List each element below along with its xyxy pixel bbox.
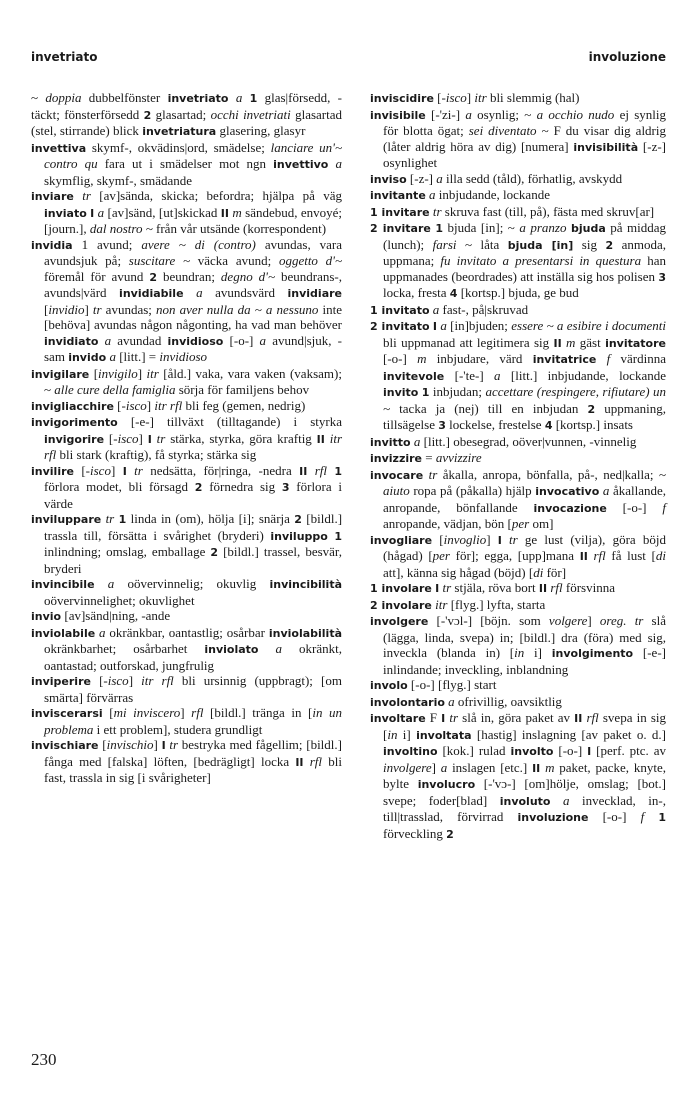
dictionary-entry: invogliare [invoglio] I tr ge lust (vilja), göra böjd (hågad) [per för]; egga, [upp]mana II rfl få lust [di att], känna sig hågad (böjd) [di för]: [370, 531, 666, 580]
dictionary-entry: inviperire [-isco] itr rfl bli ursinnig (uppbragt); [om smärta] förvärras: [31, 673, 342, 705]
dictionary-entry: invettiva skymf-, okvädins|ord, smädelse; lanciare un'~ contro qu fara ut i smädelser mot ngn invettivo a skymflig, skymf-, smädande: [31, 139, 342, 188]
dictionary-entry: invio [av]sänd|ning, -ande: [31, 608, 171, 623]
dictionary-entry: 1 invitato a fast-, på|skruvad: [370, 301, 529, 317]
dictionary-entry: involgere [-'vɔl-] [böjn. som volgere] oreg. tr slå (lägga, linda, svepa) in; [bildl.] dra (föra) med sig, inveckla (blanda in) [in i] involgimento [-e-] inlindande; inveckling, inblandning: [370, 613, 666, 677]
header-right-guide-word: involuzione: [588, 50, 666, 64]
dictionary-entry: invigilare [invigilo] itr [åld.] vaka, vara vaken (vaksam); ~ alle cure della famiglia sörja för familjens behov: [31, 365, 342, 397]
dictionary-entry: invidia 1 avund; avere ~ di (contro) avundas, vara avundsjuk på; suscitare ~ väcka avund; oggetto d'~ föremål för avund 2 beundran; degno d'~ beundrans-, avunds|värd invidiabile a avundsvärd invidiare [invidio] tr avundas; non aver nulla da ~ a nessuno inte [behöva] avundas någon någonting, ha vad man behöver invidiato a avundad invidioso [-o-] a avund|sjuk, -sam invido a [litt.] = invidioso: [31, 236, 343, 364]
dictionary-entry: involontario a ofrivillig, oavsiktlig: [370, 693, 562, 709]
dictionary-entry: 2 involare itr [flyg.] lyfta, starta: [370, 596, 546, 612]
dictionary-entry: 1 involare I tr stjäla, röva bort II rfl försvinna: [370, 580, 615, 595]
header-left-guide-word: invetriato: [31, 50, 98, 64]
dictionary-entry: invocare tr åkalla, anropa, bönfalla, på-, ned|kalla; ~ aiuto ropa på (påkalla) hjälp invocativo a åkallande, anropande, bönfallande invocazione [-o-] f anropande, vädjan, bön [per om]: [370, 466, 667, 531]
dictionary-entry: involtare F I tr slå in, göra paket av II rfl svepa in sig [in i] involtata [hastig] inslagning [av paket o. d.] involtino [kok.] rulad involto [-o-] I [perf. ptc. av involgere] a inslagen [etc.] II m paket, packe, knyte, bylte involucro [-'vɔ-] [om]hölje, omslag; [bot.] svepe; foder[blad] involuto a invecklad, in-, till|trasslad, förvirrad involuzione [-o-] f 1 förveckling 2: [370, 710, 666, 841]
dictionary-entry: invigliacchire [-isco] itr rfl bli feg (gemen, nedrig): [31, 397, 306, 413]
dictionary-entry: 2 invitare 1 bjuda [in]; ~ a pranzo bjuda på middag (lunch); farsi ~ låta bjuda [in] sig 2 anmoda, uppmana; fu invitato a presentarsi in questura han uppmanades (beordrades) att inställa sig hos polisen 3 locka, fresta 4 [kortsp.] bjuda, ge bud: [370, 220, 667, 300]
dictionary-entry: inviare tr [av]sända, skicka; befordra; hjälpa på väg inviato I a [av]sänd, [ut]skickad II m sändebud, envoyé; [journ.], dal nostro ~ från vår utsände (korrespondent): [31, 188, 343, 236]
dictionary-entry: 1 invitare tr skruva fast (till, på), fästa med skruv[ar]: [370, 203, 655, 219]
dictionary-entry: invigorimento [-e-] tillväxt (tilltagande) i styrka invigorire [-isco] I tr stärka, styrka, göra kraftig II itr rfl bli stark (kraftig), få styrka; stärka sig: [31, 414, 343, 462]
dictionary-entry: invizzire = avvizzire: [370, 450, 482, 465]
dictionary-entry: invincibile a oövervinnelig; okuvlig invincibilità oövervinnelighet; okuvlighet: [31, 576, 342, 608]
dictionary-entry: invilire [-isco] I tr nedsätta, för|ringa, -nedra II rfl 1 förlora modet, bli försagd 2 förnedra sig 3 förlora i värde: [31, 462, 343, 511]
dictionary-entry: inviso [-z-] a illa sedd (tåld), förhatlig, avskydd: [370, 170, 623, 186]
right-column: [370, 90, 666, 842]
dictionary-entry: inviscerarsi [mi inviscero] rfl [bildl.] tränga in [in un problema i ett problem], studera grundligt: [31, 705, 342, 737]
dictionary-entry: inviluppare tr 1 linda in (om), hölja [i]; snärja 2 [bildl.] trassla till, försätta i svårighet (bryderi) inviluppo 1 inlindning; omslag, emballage 2 [bildl.] trassel, besvär, bryderi: [31, 511, 343, 576]
dictionary-entry: involo [-o-] [flyg.] start: [370, 677, 497, 692]
dictionary-entry: inviolabile a okränkbar, oantastlig; osårbar inviolabilità okränkbarhet; osårbarhet inviolato a okränkt, oantastad; outforskad, jungfrulig: [31, 624, 343, 673]
dictionary-entry: 2 invitato I a [in]bjuden; essere ~ a esibire i documenti bli uppmanad att legitimera sig II m gäst invitatore [-o-] m inbjudare, värd invitatrice f värdinna invitevole [-'te-] a [litt.] inbjudande, lockande invito 1 inbjudan; accettare (respingere, rifiutare) un ~ tacka ja (nej) till en inbjudan 2 uppmaning, tillsägelse 3 lockelse, frestelse 4 [kortsp.] insats: [370, 318, 667, 432]
dictionary-entry: invitto a [litt.] obesegrad, oöver|vunnen, -vinnelig: [370, 433, 637, 449]
dictionary-entry: invischiare [invischio] I tr bestryka med fågellim; [bildl.] fånga med [falska] löften, [bedrägligt] locka II rfl bli fast, trassla in sig [i svårigheter]: [31, 737, 342, 785]
page-number: 230: [31, 1050, 57, 1069]
dictionary-entry: ~ doppia dubbelfönster invetriato a 1 glas|försedd, -täckt; fönsterförsedd 2 glasartad; occhi invetriati glasartad (stel, stirrande) blick invetriatura glasering, glasyr: [31, 90, 343, 138]
dictionary-entry: invisibile [-'zi-] a osynlig; ~ a occhio nudo ej synlig för blotta ögat; sei diventato ~ F du visar dig aldrig (låter aldrig höra av dig) [numera] invisibilità [-z-] osynlighet: [370, 106, 667, 170]
dictionary-entry: inviscidire [-isco] itr bli slemmig (hal): [370, 90, 580, 105]
dictionary-entry: invitante a inbjudande, lockande: [370, 187, 550, 202]
left-column: [31, 90, 342, 786]
